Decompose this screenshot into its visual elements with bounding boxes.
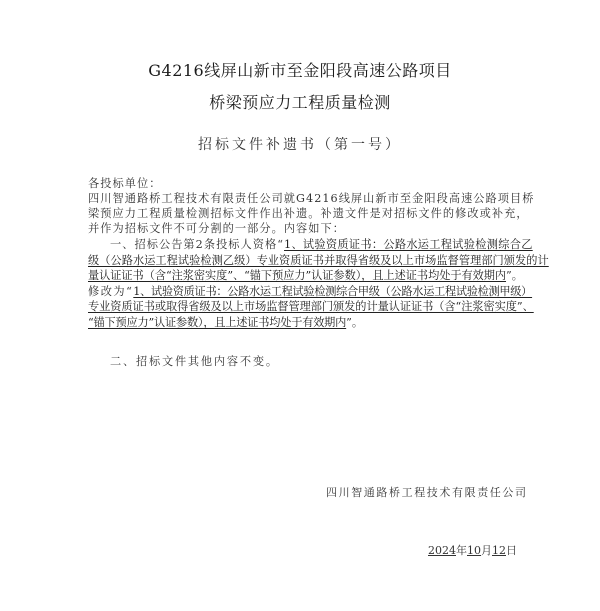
date-day: 12 — [492, 544, 506, 557]
issue-date — [428, 542, 517, 558]
item1-modify-prefix: 修改为“ — [88, 285, 134, 298]
item1-line-6 — [88, 315, 528, 330]
item1-modified-text-2: 专业资质证书或取得省级及以上市场监督管理部门颁发的计量认证证书（含“注浆密实度”、 — [88, 300, 534, 313]
issuer-name: 四川智通路桥工程技术有限责任公司 — [326, 486, 528, 499]
item1-original-suffix: ”。 — [506, 269, 523, 282]
date-day-unit: 日 — [506, 544, 517, 557]
document-title-line1: G4216线屏山新市至金阳段高速公路项目 — [148, 61, 452, 80]
item1-original-text-2: 级（公路水运工程试验检测乙级）专业资质证书并取得省级及以上市场监督管理部门颁发的计 — [88, 254, 549, 267]
item1-modified-text-1: 1、试验资质证书：公路水运工程试验检测综合甲级（公路水运工程试验检测甲级） — [133, 285, 533, 298]
item1-line-4 — [88, 284, 533, 299]
item1-line-2 — [88, 253, 549, 268]
item1-modified-text-3: “锚下预应力”认证参数），且上述证书均处于有效期内 — [88, 316, 347, 329]
item1-line-1 — [110, 237, 533, 252]
date-year: 2024 — [428, 544, 456, 557]
item2-text: 二、招标文件其他内容不变。 — [110, 355, 279, 368]
salutation: 各投标单位： — [88, 177, 162, 190]
item1-line-3 — [88, 268, 528, 283]
document-subtitle: 招标文件补遗书（第一号） — [198, 137, 402, 153]
date-month-unit: 月 — [481, 544, 492, 557]
date-month: 10 — [467, 544, 481, 557]
item1-modify-suffix: ”。 — [346, 316, 364, 329]
item1-original-text-3: 量认证证书（含“注浆密实度”、“锚下预应力”认证参数），且上述证书均处于有效期内 — [88, 269, 507, 282]
intro-line-1: 四川智通路桥工程技术有限责任公司就G4216线屏山新市至金阳段高速公路项目桥 — [88, 192, 535, 205]
item1-prefix: 一、招标公告第2条投标人资格“ — [110, 238, 285, 251]
intro-line-3: 并作为招标文件不可分割的一部分。内容如下： — [88, 222, 345, 235]
item1-original-text-1: 1、试验资质证书：公路水运工程试验检测综合乙 — [284, 238, 533, 251]
date-year-unit: 年 — [456, 544, 467, 557]
item1-line-5 — [88, 299, 534, 314]
intro-line-2: 梁预应力工程质量检测招标文件作出补遗。补遗文件是对招标文件的修改或补充， — [88, 207, 529, 220]
document-title-line2: 桥梁预应力工程质量检测 — [209, 93, 391, 112]
